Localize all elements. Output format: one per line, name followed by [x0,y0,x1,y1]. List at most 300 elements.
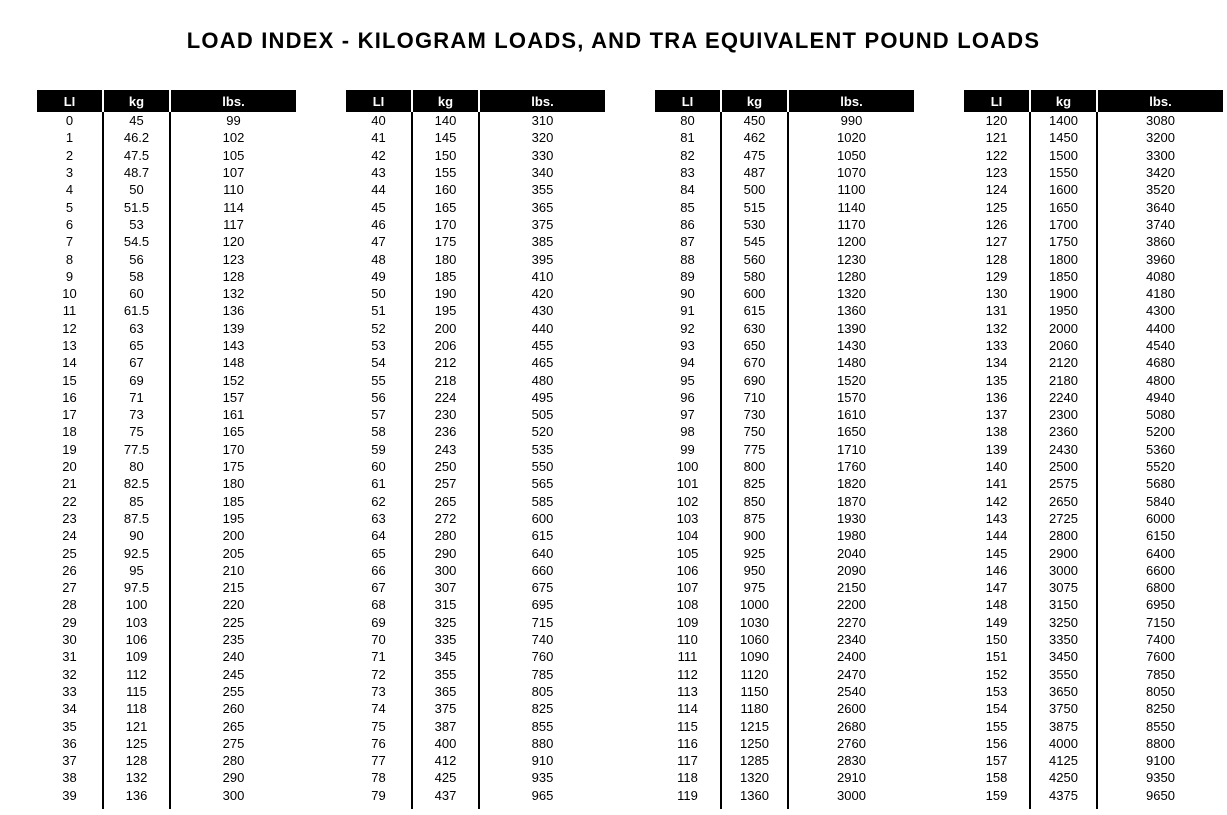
kg-cell: 4000 [1030,735,1097,752]
li-cell: 45 [371,199,386,215]
table-row [964,700,1223,717]
lbs-cell: 9100 [1097,752,1223,769]
kg-cell: 630 [721,320,788,337]
lbs-cell: 1610 [788,406,914,423]
lbs-cell: 139 [170,320,296,337]
lbs-cell: 265 [170,717,296,734]
lbs-cell: 105 [170,147,296,164]
lbs-cell: 245 [170,666,296,683]
load-index-tables [37,90,1223,809]
kg-cell: 4375 [1030,787,1097,804]
lbs-cell: 2600 [788,700,914,717]
table-row [964,769,1223,786]
lbs-cell: 505 [479,406,605,423]
table-row [964,787,1223,804]
table-row [346,735,605,752]
kg-cell: 1400 [1030,112,1097,129]
load-index-table-group-1 [37,90,296,809]
kg-cell: 475 [721,147,788,164]
li-cell: 104 [676,528,699,544]
li-cell: 74 [371,701,386,717]
kg-cell: 46.2 [103,129,170,146]
li-cell: 55 [371,372,386,388]
table-row [655,181,914,198]
li-cell: 12 [62,320,77,336]
column-rule-tail [37,804,296,809]
table-row [37,579,296,596]
table-row [964,441,1223,458]
lbs-cell: 600 [479,510,605,527]
kg-cell: 3875 [1030,717,1097,734]
table-row [37,406,296,423]
kg-cell: 3350 [1030,631,1097,648]
li-cell: 25 [62,545,77,561]
table-row [655,112,914,129]
kg-cell: 145 [412,129,479,146]
li-cell: 76 [371,735,386,751]
table-row [37,475,296,492]
li-cell: 42 [371,147,386,163]
lbs-cell: 1320 [788,285,914,302]
table-row [37,752,296,769]
table-row [346,371,605,388]
li-cell: 9 [65,268,74,284]
kg-cell: 1900 [1030,285,1097,302]
lbs-cell: 935 [479,769,605,786]
li-cell: 85 [680,199,695,215]
table-row [964,198,1223,215]
column-header-lbs: lbs. [788,90,914,112]
table-row [964,389,1223,406]
li-cell: 107 [676,580,699,596]
li-cell: 99 [680,441,695,457]
table-row [346,683,605,700]
lbs-cell: 3420 [1097,164,1223,181]
table-row [655,700,914,717]
kg-cell: 580 [721,268,788,285]
lbs-cell: 2540 [788,683,914,700]
lbs-cell: 2400 [788,648,914,665]
lbs-cell: 220 [170,596,296,613]
lbs-cell: 3000 [788,787,914,804]
kg-cell: 170 [412,216,479,233]
table-row [964,423,1223,440]
li-cell: 97 [680,407,695,423]
li-cell: 59 [371,441,386,457]
li-cell: 11 [62,303,77,319]
kg-cell: 1700 [1030,216,1097,233]
lbs-cell: 1360 [788,302,914,319]
table-row [37,562,296,579]
table-row [964,717,1223,734]
column-header-lbs: lbs. [1097,90,1223,112]
table-row [655,320,914,337]
lbs-cell: 6000 [1097,510,1223,527]
lbs-cell: 880 [479,735,605,752]
lbs-cell: 114 [170,198,296,215]
lbs-cell: 5680 [1097,475,1223,492]
kg-cell: 125 [103,735,170,752]
table-row [655,527,914,544]
table-row [37,787,296,804]
table-row [37,112,296,129]
table-row [37,769,296,786]
lbs-cell: 420 [479,285,605,302]
li-cell: 49 [371,268,386,284]
kg-cell: 47.5 [103,147,170,164]
kg-cell: 1120 [721,666,788,683]
lbs-cell: 128 [170,268,296,285]
lbs-cell: 240 [170,648,296,665]
lbs-cell: 136 [170,302,296,319]
lbs-cell: 340 [479,164,605,181]
table-row [655,371,914,388]
table-row [37,527,296,544]
lbs-cell: 910 [479,752,605,769]
li-cell: 48 [371,251,386,267]
kg-cell: 1450 [1030,129,1097,146]
table-row [346,320,605,337]
lbs-cell: 965 [479,787,605,804]
li-cell: 68 [371,597,386,613]
table-row [964,181,1223,198]
table-row [346,752,605,769]
table-row [655,735,914,752]
table-row [655,631,914,648]
li-cell: 80 [680,113,695,129]
kg-cell: 345 [412,648,479,665]
kg-cell: 50 [103,181,170,198]
kg-cell: 1000 [721,596,788,613]
lbs-cell: 2040 [788,544,914,561]
lbs-cell: 740 [479,631,605,648]
li-cell: 4 [65,182,74,198]
li-cell: 81 [680,130,695,146]
lbs-cell: 6950 [1097,596,1223,613]
table-row [346,164,605,181]
li-cell: 131 [985,303,1008,319]
lbs-cell: 440 [479,320,605,337]
li-cell: 146 [985,562,1008,578]
li-cell: 126 [985,216,1008,232]
lbs-cell: 375 [479,216,605,233]
li-cell: 5 [65,199,74,215]
li-cell: 17 [62,407,77,423]
table-row [655,787,914,804]
lbs-cell: 660 [479,562,605,579]
table-row [964,510,1223,527]
table-row [655,562,914,579]
column-rule-tail [964,804,1223,809]
li-cell: 141 [985,476,1008,492]
li-cell: 142 [985,493,1008,509]
kg-cell: 85 [103,493,170,510]
kg-cell: 3250 [1030,614,1097,631]
li-cell: 137 [985,407,1008,423]
kg-cell: 92.5 [103,544,170,561]
lbs-cell: 480 [479,371,605,388]
lbs-cell: 6400 [1097,544,1223,561]
kg-cell: 190 [412,285,479,302]
li-cell: 51 [371,303,386,319]
li-cell: 139 [985,441,1008,457]
kg-cell: 690 [721,371,788,388]
lbs-cell: 7600 [1097,648,1223,665]
table-row [346,493,605,510]
li-cell: 41 [371,130,386,146]
kg-cell: 3075 [1030,579,1097,596]
lbs-cell: 4180 [1097,285,1223,302]
table-row [655,406,914,423]
lbs-cell: 1650 [788,423,914,440]
table-row [964,596,1223,613]
lbs-cell: 430 [479,302,605,319]
lbs-cell: 410 [479,268,605,285]
kg-cell: 280 [412,527,479,544]
kg-cell: 61.5 [103,302,170,319]
kg-cell: 48.7 [103,164,170,181]
lbs-cell: 1140 [788,198,914,215]
table-row [346,717,605,734]
lbs-cell: 5520 [1097,458,1223,475]
kg-cell: 335 [412,631,479,648]
lbs-cell: 300 [170,787,296,804]
li-cell: 22 [62,493,77,509]
kg-cell: 1320 [721,769,788,786]
kg-cell: 462 [721,129,788,146]
li-cell: 101 [676,476,699,492]
kg-cell: 1360 [721,787,788,804]
lbs-cell: 1980 [788,527,914,544]
li-cell: 154 [985,701,1008,717]
li-cell: 156 [985,735,1008,751]
lbs-cell: 8800 [1097,735,1223,752]
lbs-cell: 205 [170,544,296,561]
li-cell: 159 [985,787,1008,803]
table-row [37,181,296,198]
table-row [346,389,605,406]
table-row [655,441,914,458]
table-row [655,285,914,302]
kg-cell: 160 [412,181,479,198]
table-row [37,268,296,285]
kg-cell: 2120 [1030,354,1097,371]
lbs-cell: 2200 [788,596,914,613]
load-index-table-group-4 [964,90,1223,809]
table-row [37,614,296,631]
li-cell: 24 [62,528,77,544]
lbs-cell: 565 [479,475,605,492]
table-row [346,441,605,458]
li-cell: 57 [371,407,386,423]
kg-cell: 60 [103,285,170,302]
lbs-cell: 520 [479,423,605,440]
table-row [964,337,1223,354]
lbs-cell: 5080 [1097,406,1223,423]
lbs-cell: 465 [479,354,605,371]
kg-cell: 2060 [1030,337,1097,354]
li-cell: 133 [985,338,1008,353]
table-row [655,164,914,181]
lbs-cell: 365 [479,198,605,215]
kg-cell: 3550 [1030,666,1097,683]
table-row [655,717,914,734]
lbs-cell: 5200 [1097,423,1223,440]
lbs-cell: 1100 [788,181,914,198]
lbs-cell: 210 [170,562,296,579]
table-row [964,527,1223,544]
li-cell: 58 [371,424,386,440]
lbs-cell: 123 [170,250,296,267]
kg-cell: 63 [103,320,170,337]
table-row [964,614,1223,631]
li-cell: 50 [371,286,386,302]
lbs-cell: 2270 [788,614,914,631]
li-cell: 152 [985,666,1008,682]
table-row [964,493,1223,510]
kg-cell: 2180 [1030,371,1097,388]
li-cell: 38 [62,770,77,786]
lbs-cell: 4680 [1097,354,1223,371]
kg-cell: 206 [412,337,479,354]
kg-cell: 243 [412,441,479,458]
lbs-cell: 117 [170,216,296,233]
lbs-cell: 1820 [788,475,914,492]
table-row [655,579,914,596]
table-row [964,683,1223,700]
kg-cell: 775 [721,441,788,458]
kg-cell: 80 [103,458,170,475]
header-row [37,90,296,112]
table-row [964,129,1223,146]
li-cell: 14 [62,355,77,371]
kg-cell: 1650 [1030,198,1097,215]
li-cell: 91 [680,303,695,319]
lbs-cell: 3960 [1097,250,1223,267]
kg-cell: 315 [412,596,479,613]
page-title: LOAD INDEX - KILOGRAM LOADS, AND TRA EQUIVALENT POUND LOADS [186,28,1041,53]
kg-cell: 73 [103,406,170,423]
kg-cell: 450 [721,112,788,129]
kg-cell: 2500 [1030,458,1097,475]
table-row [964,406,1223,423]
kg-cell: 136 [103,787,170,804]
lbs-cell: 235 [170,631,296,648]
lbs-cell: 3860 [1097,233,1223,250]
kg-cell: 265 [412,493,479,510]
kg-cell: 2300 [1030,406,1097,423]
lbs-cell: 1870 [788,493,914,510]
table-row [37,216,296,233]
table-row [37,198,296,215]
table-row [655,596,914,613]
lbs-cell: 5360 [1097,441,1223,458]
table-row [655,510,914,527]
li-cell: 47 [371,234,386,250]
kg-cell: 975 [721,579,788,596]
load-index-table-group-2 [346,90,605,809]
lbs-cell: 7850 [1097,666,1223,683]
kg-cell: 3150 [1030,596,1097,613]
lbs-cell: 4400 [1097,320,1223,337]
table-row [655,614,914,631]
li-cell: 30 [62,632,77,648]
kg-cell: 650 [721,337,788,354]
li-cell: 150 [985,632,1008,648]
kg-cell: 825 [721,475,788,492]
table-row [37,389,296,406]
table-row [655,648,914,665]
kg-cell: 1180 [721,700,788,717]
load-index-table-group-3 [655,90,914,809]
lbs-cell: 1230 [788,250,914,267]
li-cell: 54 [371,355,386,371]
kg-cell: 82.5 [103,475,170,492]
kg-cell: 45 [103,112,170,129]
table-row [37,285,296,302]
table-row [655,666,914,683]
kg-cell: 257 [412,475,479,492]
lbs-cell: 990 [788,112,914,129]
table-row [37,596,296,613]
lbs-cell: 157 [170,389,296,406]
li-cell: 135 [985,372,1008,388]
li-cell: 118 [677,770,698,786]
kg-cell: 195 [412,302,479,319]
table-row [964,458,1223,475]
li-cell: 140 [985,459,1008,475]
li-cell: 109 [676,614,699,630]
lbs-cell: 215 [170,579,296,596]
table-row [37,302,296,319]
lbs-cell: 395 [479,250,605,267]
li-cell: 113 [677,683,698,699]
li-cell: 116 [677,735,698,751]
lbs-cell: 165 [170,423,296,440]
li-cell: 21 [62,476,77,492]
table-row [655,233,914,250]
table-row [346,579,605,596]
table-row [346,354,605,371]
lbs-cell: 3520 [1097,181,1223,198]
li-cell: 149 [985,614,1008,630]
kg-cell: 51.5 [103,198,170,215]
lbs-cell: 3080 [1097,112,1223,129]
lbs-cell: 102 [170,129,296,146]
li-cell: 35 [62,718,77,734]
lbs-cell: 3200 [1097,129,1223,146]
li-cell: 114 [677,701,698,717]
kg-cell: 1850 [1030,268,1097,285]
li-cell: 66 [371,562,386,578]
li-cell: 129 [985,268,1008,284]
kg-cell: 300 [412,562,479,579]
li-cell: 119 [677,787,698,803]
kg-cell: 545 [721,233,788,250]
li-cell: 46 [371,216,386,232]
li-cell: 158 [985,770,1008,786]
column-header-li: LI [655,90,721,112]
kg-cell: 1600 [1030,181,1097,198]
li-cell: 60 [371,459,386,475]
li-cell: 112 [677,666,698,682]
kg-cell: 272 [412,510,479,527]
li-cell: 1 [65,130,74,146]
table-row [37,441,296,458]
column-header-kg: kg [721,90,788,112]
lbs-cell: 1520 [788,371,914,388]
lbs-cell: 385 [479,233,605,250]
